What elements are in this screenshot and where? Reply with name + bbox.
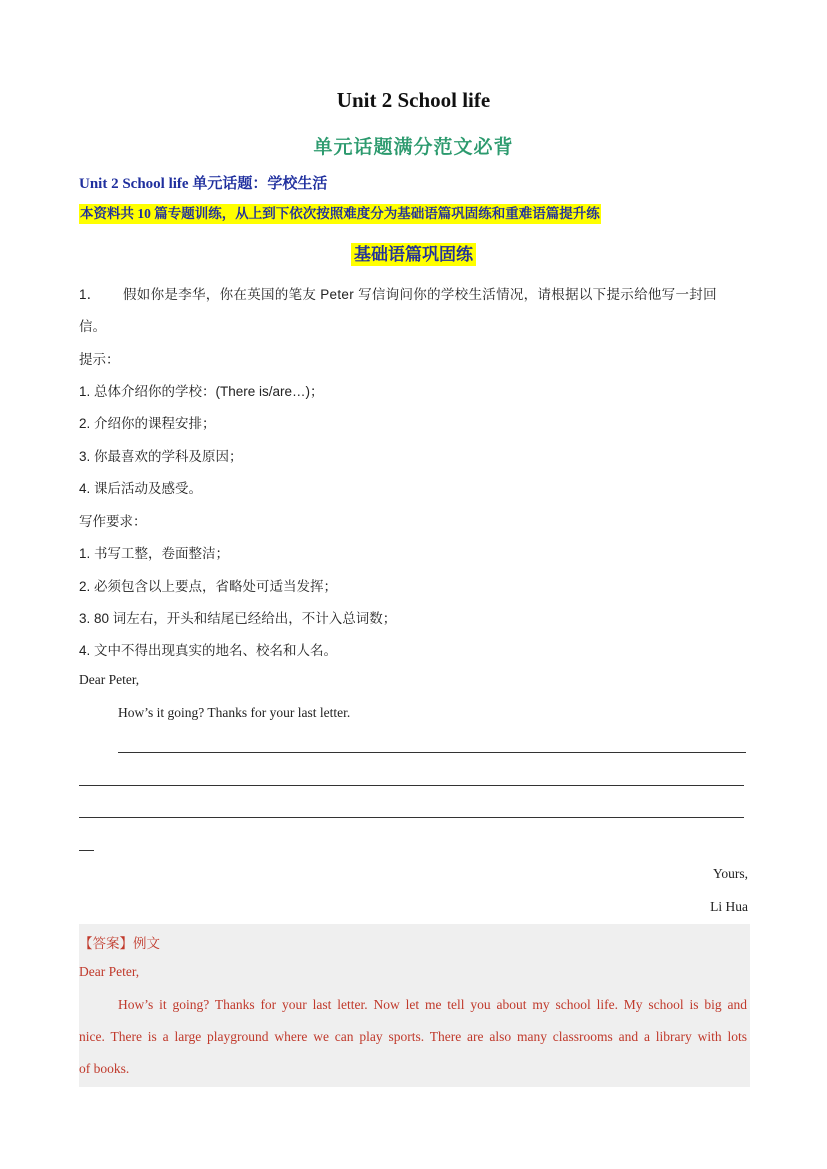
letter-signature: Li Hua (710, 899, 748, 914)
requirement-item: 1. 书写工整，卷面整洁； (79, 546, 230, 561)
answer-text-line: How’s it going? Thanks for your last letter. Now let me tell you about my school life. My school is big and (118, 997, 747, 1012)
question-prompt-line1: 假如你是李华，你在英国的笔友 Peter 写信询问你的学校生活情况，请根据以下提示给他写一封回 (123, 287, 717, 302)
writing-line[interactable] (79, 817, 744, 818)
letter-salutation: Dear Peter, (79, 672, 140, 687)
writing-line[interactable] (79, 785, 744, 786)
question-number: 1． (79, 287, 101, 302)
hint-item: 3. 你最喜欢的学科及原因； (79, 449, 243, 464)
hints-label: 提示： (79, 352, 120, 367)
letter-closing: Yours, (712, 866, 748, 881)
hint-item: 2. 介绍你的课程安排； (79, 416, 216, 431)
hint-item: 4. 课后活动及感受。 (79, 481, 203, 496)
answer-label: 【答案】例文 (79, 936, 160, 951)
section-heading (0, 240, 827, 265)
answer-salutation: Dear Peter, (79, 964, 140, 979)
letter-opening: How’s it going? Thanks for your last letter. (118, 705, 351, 720)
requirement-item: 3. 80 词左右，开头和结尾已经给出，不计入总词数； (79, 611, 397, 626)
document-subtitle: 单元话题满分范文必背 (313, 137, 514, 158)
question-prompt-line2: 信。 (79, 319, 106, 334)
requirements-label: 写作要求： (79, 514, 147, 529)
writing-line[interactable] (79, 850, 94, 851)
answer-text-line: of books. (79, 1061, 130, 1076)
document-title: Unit 2 School life (336, 88, 491, 112)
requirement-item: 2. 必须包含以上要点，省略处可适当发挥； (79, 579, 338, 594)
requirement-item: 4. 文中不得出现真实的地名、校名和人名。 (79, 643, 338, 658)
section-heading-text: 基础语篇巩固练 (351, 243, 476, 266)
hint-item: 1. 总体介绍你的学校：(There is/are…)； (79, 384, 324, 399)
highlighted-notice: 本资料共 10 篇专题训练，从上到下依次按照难度分为基础语篇巩固练和重难语篇提升练 (79, 204, 601, 224)
question-prompt (79, 283, 749, 303)
unit-topic: Unit 2 School life 单元话题：学校生活 (79, 176, 328, 192)
writing-line[interactable] (118, 752, 746, 753)
answer-text-line: nice. There is a large playground where we can play sports. There are also many classrooms and a library with lots (79, 1029, 747, 1044)
